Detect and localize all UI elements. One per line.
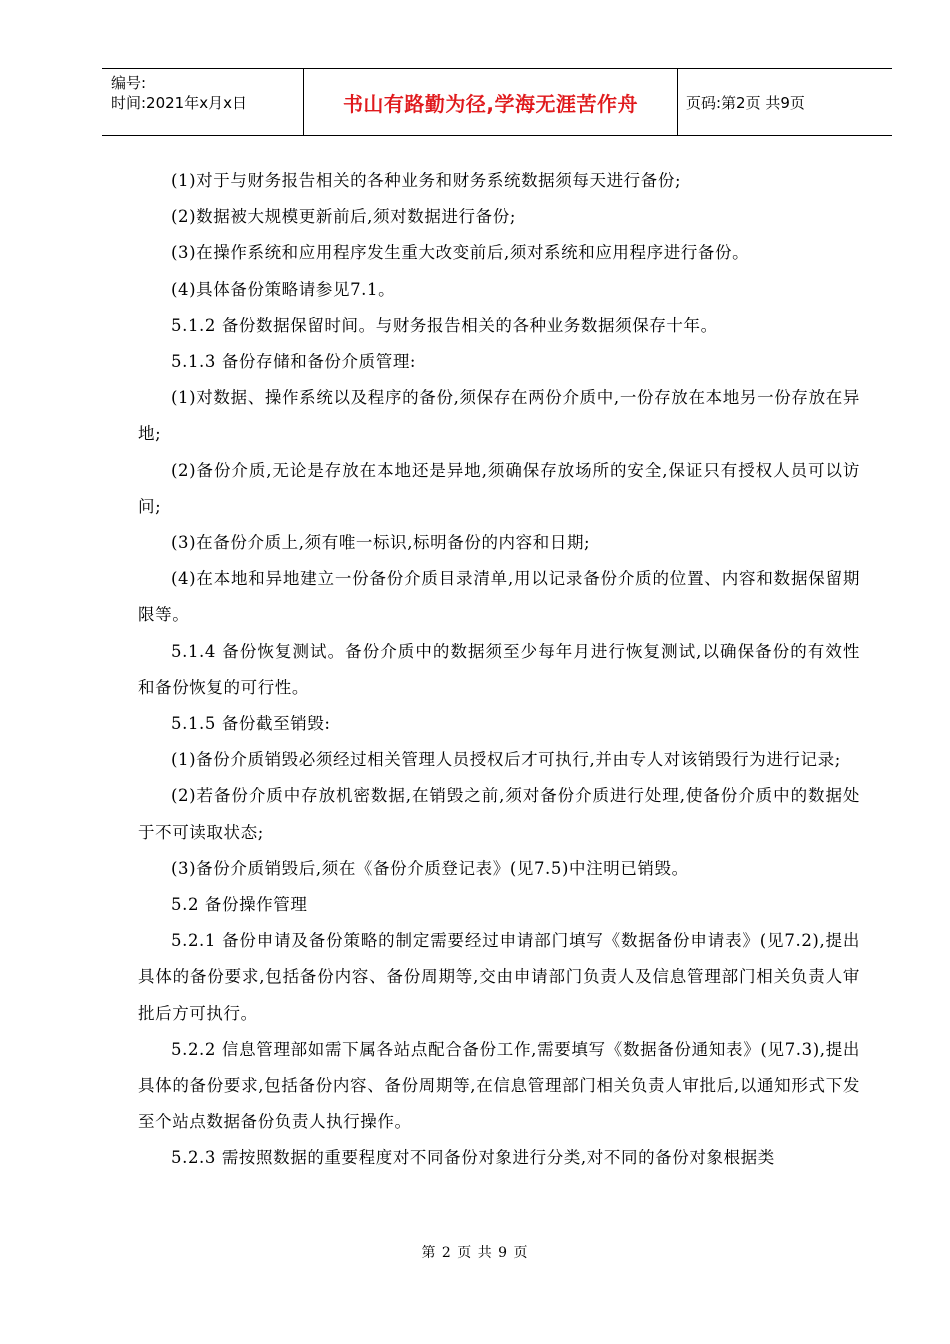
section-heading: 5.2 备份操作管理 [171, 895, 308, 915]
paragraph: (2)备份介质,无论是存放在本地还是异地,须确保存放场所的安全,保证只有授权人员可以访问; [138, 460, 860, 516]
paragraph: 5.1.4 备份恢复测试。备份介质中的数据须至少每年月进行恢复测试,以确保备份的有效性和备份恢复的可行性。 [138, 641, 860, 697]
paragraph: 5.1.2 备份数据保留时间。与财务报告相关的各种业务数据须保存十年。 [171, 315, 718, 335]
paragraph: (2)若备份介质中存放机密数据,在销毁之前,须对备份介质进行处理,使备份介质中的数据处于不可读取状态; [138, 786, 860, 842]
paragraph: 5.1.3 备份存储和备份介质管理: [171, 352, 417, 372]
footer-page-number: 第 2 页 共 9 页 [421, 1245, 529, 1261]
header-meta [102, 69, 304, 135]
paragraph: (1)对于与财务报告相关的各种业务和财务系统数据须每天进行备份; [171, 171, 682, 190]
page-header [102, 68, 892, 136]
paragraph: (1)备份介质销毁必须经过相关管理人员授权后才可执行,并由专人对该销毁行为进行记录; [171, 750, 841, 770]
document-body [138, 163, 860, 1177]
header-page-info [678, 69, 892, 135]
paragraph: (4)具体备份策略请参见7.1。 [171, 279, 396, 299]
paragraph: (2)数据被大规模更新前后,须对数据进行备份; [171, 207, 516, 227]
header-slogan: 书山有路勤为径,学海无涯苦作舟 [342, 91, 639, 116]
paragraph: 5.1.5 备份截至销毁: [171, 714, 331, 734]
document-time-label: 时间:2021年x月x日 [111, 94, 247, 112]
paragraph: (3)备份介质销毁后,须在《备份介质登记表》(见7.5)中注明已销毁。 [171, 858, 689, 878]
paragraph: 5.2.3 需按照数据的重要程度对不同备份对象进行分类,对不同的备份对象根据类 [171, 1148, 775, 1168]
paragraph: (4)在本地和异地建立一份备份介质目录清单,用以记录备份介质的位置、内容和数据保留期限等。 [138, 569, 860, 625]
header-slogan-cell [304, 69, 678, 135]
document-code-label: 编号: [111, 74, 147, 92]
page-footer [0, 1242, 950, 1262]
paragraph: (1)对数据、操作系统以及程序的备份,须保存在两份介质中,一份存放在本地另一份存放在异地; [138, 388, 860, 444]
paragraph: (3)在备份介质上,须有唯一标识,标明备份的内容和日期; [171, 533, 591, 553]
header-page-number: 页码:第2页 共9页 [686, 93, 805, 112]
paragraph: 5.2.1 备份申请及备份策略的制定需要经过申请部门填写《数据备份申请表》(见7.2),提出具体的备份要求,包括备份内容、备份周期等,交由申请部门负责人及信息管理部门相关负责人审批后方可执行。 [138, 931, 860, 1023]
paragraph: 5.2.2 信息管理部如需下属各站点配合备份工作,需要填写《数据备份通知表》(见7.3),提出具体的备份要求,包括备份内容、备份周期等,在信息管理部门相关负责人审批后,以通知形式下发至个站点数据备份负责人执行操作。 [138, 1039, 860, 1132]
paragraph: (3)在操作系统和应用程序发生重大改变前后,须对系统和应用程序进行备份。 [171, 243, 750, 263]
